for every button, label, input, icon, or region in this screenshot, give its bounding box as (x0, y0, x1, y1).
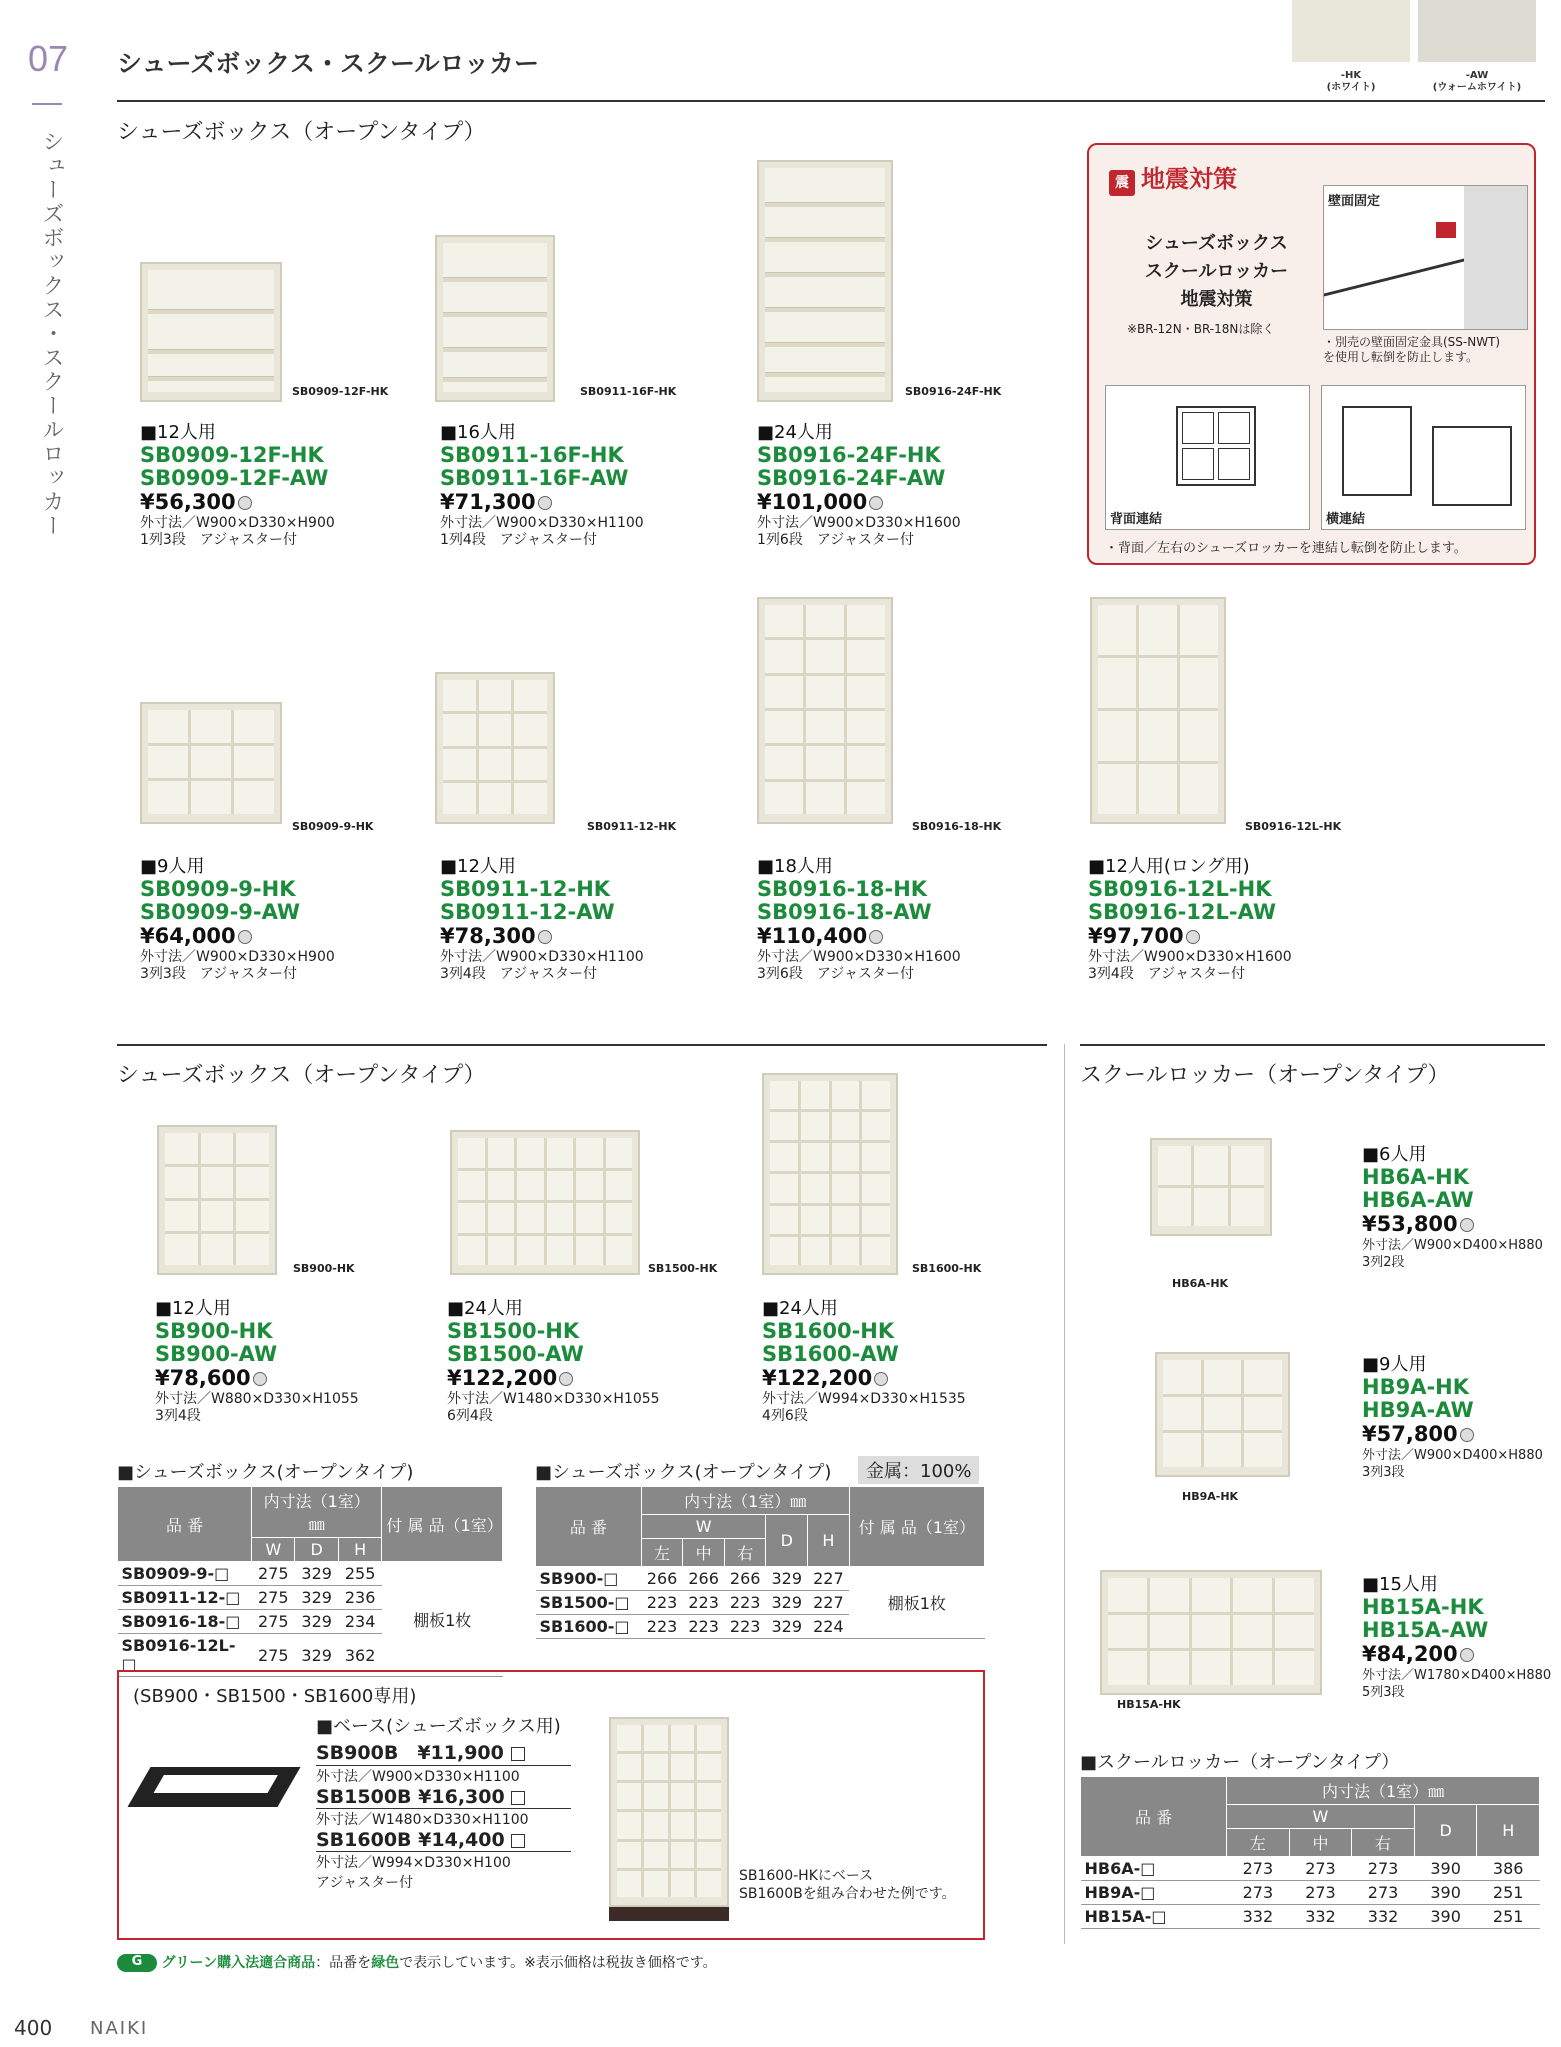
earthquake-note: ※BR-12N・BR-18Nは除く (1127, 322, 1275, 336)
product-block (762, 1294, 966, 1425)
wall-fix-diagram: 壁面固定 (1323, 185, 1528, 330)
model-hk: SB0909-12F-HK (140, 443, 324, 467)
image-label: SB0911-16F-HK (580, 385, 677, 398)
product-image (157, 1125, 277, 1275)
base-adjuster: アジャスター付 (316, 1875, 414, 1891)
capacity: ■9人用 (1362, 1354, 1427, 1375)
earthquake-title: 震 地震対策 (1109, 159, 1237, 196)
dimensions: 外寸法／W900×D400×H880 (1362, 1448, 1543, 1463)
swatch-aw (1418, 0, 1536, 62)
configuration: 3列2段 (1362, 1255, 1405, 1270)
price-mark-icon (538, 930, 552, 944)
inner-dimension-table-3 (1080, 1776, 1540, 1929)
price: ¥84,200 (1362, 1642, 1458, 1666)
table-row: SB0909-9-□ 275 329 255 棚板1枚 (118, 1562, 503, 1586)
wall-fix-note: ・別売の壁面固定金具(SS-NWT) を使用し転倒を防止します。 (1323, 335, 1501, 364)
model-aw: SB900-AW (155, 1342, 278, 1366)
capacity: ■9人用 (140, 856, 205, 877)
configuration: 3列6段 アジャスター付 (757, 966, 914, 982)
col-h: H (808, 1515, 850, 1567)
product-image (757, 597, 893, 824)
model-aw: SB0916-18-AW (757, 900, 932, 924)
col-left: 左 (1227, 1829, 1290, 1857)
column-divider (1064, 1044, 1065, 1944)
model-aw: SB0911-12-AW (440, 900, 615, 924)
table-title: ■シューズボックス(オープンタイプ) (117, 1462, 414, 1483)
page-title: シューズボックス・スクールロッカー (117, 49, 540, 78)
product-image (140, 262, 282, 402)
image-label: HB15A-HK (1117, 1698, 1181, 1711)
product-image (1090, 597, 1226, 824)
page-number: 400 (14, 2016, 53, 2040)
col-right: 右 (724, 1539, 766, 1567)
locker-block (1362, 1140, 1543, 1271)
accessory-cell: 棚板1枚 (382, 1562, 503, 1677)
table-row: SB1600-□ 223 223 223 329 224 (536, 1615, 985, 1639)
model-aw: SB0911-16F-AW (440, 466, 629, 490)
product-block (140, 418, 335, 549)
table-row: HB9A-□ 273 273 273 390 251 (1081, 1881, 1540, 1905)
price: ¥101,000 (757, 490, 868, 514)
image-label: SB0909-12F-HK (292, 385, 389, 398)
dimensions: 外寸法／W900×D330×H1100 (440, 949, 644, 965)
dimensions: 外寸法／W900×D400×H880 (1362, 1238, 1543, 1253)
section-rule (117, 1044, 1047, 1046)
price: ¥57,800 (1362, 1422, 1458, 1446)
base-dim: 外寸法／W994×D330×H100 (316, 1855, 511, 1871)
base-dim: 外寸法／W900×D330×H1100 (316, 1769, 520, 1785)
product-block (447, 1294, 660, 1425)
vertical-title: シューズボックス・スクールロッカー (39, 130, 64, 538)
model-aw: HB6A-AW (1362, 1188, 1474, 1212)
side-connect-diagram: 横連結 (1321, 385, 1526, 530)
capacity: ■24人用 (762, 1298, 838, 1319)
product-image (762, 1073, 898, 1275)
dimensions: 外寸法／W880×D330×H1055 (155, 1391, 359, 1407)
title-rule (117, 100, 1545, 102)
price: ¥71,300 (440, 490, 536, 514)
product-block (140, 852, 335, 983)
table-row: SB1500-□ 223 223 223 329 227 (536, 1591, 985, 1615)
swatch-hk (1292, 0, 1410, 62)
price-mark-icon (538, 496, 552, 510)
col-name: 品 番 (118, 1487, 252, 1562)
base-image (127, 1767, 300, 1807)
product-image (450, 1130, 640, 1275)
capacity: ■15人用 (1362, 1574, 1438, 1595)
product-block (440, 852, 644, 983)
product-block (155, 1294, 359, 1425)
configuration: 3列4段 (155, 1408, 201, 1424)
model-hk: SB900-HK (155, 1319, 273, 1343)
image-label: SB0916-12L-HK (1245, 820, 1342, 833)
locker-block (1362, 1350, 1543, 1481)
capacity: ■12人用 (440, 856, 516, 877)
capacity: ■16人用 (440, 422, 516, 443)
table-row: HB6A-□ 273 273 273 390 386 (1081, 1857, 1540, 1881)
dimensions: 外寸法／W900×D330×H1600 (757, 515, 961, 531)
price: ¥78,300 (440, 924, 536, 948)
col-name: 品 番 (1081, 1777, 1227, 1857)
model-hk: SB0911-12-HK (440, 877, 611, 901)
image-label: SB0916-24F-HK (905, 385, 1002, 398)
model-hk: HB15A-HK (1362, 1595, 1484, 1619)
image-label: SB1500-HK (648, 1262, 718, 1275)
base-options-box (117, 1670, 985, 1940)
price-mark-icon (559, 1372, 573, 1386)
example-image (609, 1717, 729, 1907)
inner-dimension-table-2 (535, 1486, 985, 1639)
section-shoebox-open-1: シューズボックス（オープンタイプ） (117, 120, 486, 145)
model-aw: SB1600-AW (762, 1342, 899, 1366)
price: ¥78,600 (155, 1366, 251, 1390)
configuration: 6列4段 (447, 1408, 493, 1424)
base-item: SB1600B ¥14,400 (316, 1829, 571, 1852)
table-title: ■スクールロッカー（オープンタイプ） (1080, 1752, 1400, 1773)
model-hk: SB0909-9-HK (140, 877, 296, 901)
price: ¥97,700 (1088, 924, 1184, 948)
model-aw: SB0916-24F-AW (757, 466, 946, 490)
configuration: 3列4段 アジャスター付 (1088, 966, 1245, 982)
price: ¥122,200 (447, 1366, 558, 1390)
dimensions: 外寸法／W900×D330×H1600 (757, 949, 961, 965)
capacity: ■12人用 (155, 1298, 231, 1319)
dimensions: 外寸法／W1780×D400×H880 (1362, 1668, 1552, 1683)
table-row: SB0916-18-□ 275 329 234 (118, 1610, 503, 1634)
capacity: ■24人用 (757, 422, 833, 443)
price-mark-icon (869, 930, 883, 944)
configuration: 3列3段 (1362, 1465, 1405, 1480)
col-w: W (1227, 1805, 1415, 1829)
col-inner: 内寸法（1室）㎜ (1227, 1777, 1540, 1805)
section-shoebox-open-2: シューズボックス（オープンタイプ） (117, 1063, 486, 1088)
configuration: 5列3段 (1362, 1685, 1405, 1700)
earthquake-heading: シューズボックス スクールロッカー 地震対策 (1144, 233, 1289, 310)
table-row: SB0911-12-□ 275 329 236 (118, 1586, 503, 1610)
product-image (140, 702, 282, 824)
chapter-number: 07 (28, 38, 69, 79)
table-title: ■シューズボックス(オープンタイプ) (535, 1462, 832, 1483)
product-image (1155, 1352, 1290, 1477)
table-row: HB15A-□ 332 332 332 390 251 (1081, 1905, 1540, 1929)
dimensions: 外寸法／W1480×D330×H1055 (447, 1391, 660, 1407)
chapter-divider (32, 103, 62, 105)
section-rule (1080, 1044, 1545, 1046)
configuration: 4列6段 (762, 1408, 808, 1424)
price: ¥53,800 (1362, 1212, 1458, 1236)
model-hk: SB1500-HK (447, 1319, 580, 1343)
tax-mark-icon (511, 1834, 525, 1848)
col-d: D (1414, 1805, 1477, 1857)
image-label: SB0909-9-HK (292, 820, 374, 833)
example-base (609, 1907, 729, 1921)
base-title: (SB900・SB1500・SB1600専用) (133, 1686, 417, 1707)
price-mark-icon (253, 1372, 267, 1386)
configuration: 1列6段 アジャスター付 (757, 532, 914, 548)
col-d: D (766, 1515, 808, 1567)
col-center: 中 (683, 1539, 725, 1567)
col-accessory: 付 属 品（1室） (382, 1487, 503, 1562)
configuration: 1列3段 アジャスター付 (140, 532, 297, 548)
col-h: H (1477, 1805, 1540, 1857)
col-h: H (338, 1538, 381, 1562)
image-label: SB1600-HK (912, 1262, 982, 1275)
dimensions: 外寸法／W994×D330×H1535 (762, 1391, 966, 1407)
image-label: HB6A-HK (1172, 1277, 1229, 1290)
model-hk: SB0911-16F-HK (440, 443, 624, 467)
price-mark-icon (874, 1372, 888, 1386)
dimensions: 外寸法／W900×D330×H900 (140, 949, 335, 965)
col-inner: 内寸法（1室）㎜ (641, 1487, 849, 1515)
earthquake-panel (1087, 143, 1536, 565)
model-aw: SB0909-12F-AW (140, 466, 329, 490)
table-row: SB900-□ 266 266 266 329 227 棚板1枚 (536, 1567, 985, 1591)
tax-mark-icon (511, 1747, 525, 1761)
col-name: 品 番 (536, 1487, 642, 1567)
connect-note: ・背面／左右のシューズロッカーを連結し転倒を防止します。 (1105, 541, 1467, 556)
back-connect-diagram: 背面連結 (1105, 385, 1310, 530)
configuration: 1列4段 アジャスター付 (440, 532, 597, 548)
base-list (316, 1712, 571, 1892)
price-mark-icon (1460, 1428, 1474, 1442)
capacity: ■12人用 (140, 422, 216, 443)
accessory-cell: 棚板1枚 (849, 1567, 984, 1639)
product-image (757, 160, 893, 402)
inner-dimension-table-1 (117, 1486, 503, 1677)
price-mark-icon (238, 930, 252, 944)
locker-block (1362, 1570, 1551, 1701)
model-hk: SB1600-HK (762, 1319, 895, 1343)
model-aw: SB1500-AW (447, 1342, 584, 1366)
col-center: 中 (1289, 1829, 1352, 1857)
model-aw: SB0909-9-AW (140, 900, 301, 924)
table-row: SB0916-12L-□ 275 329 362 (118, 1634, 503, 1677)
col-right: 右 (1352, 1829, 1415, 1857)
col-w: W (252, 1538, 295, 1562)
capacity: ■6人用 (1362, 1144, 1427, 1165)
capacity: ■24人用 (447, 1298, 523, 1319)
configuration: 3列4段 アジャスター付 (440, 966, 597, 982)
product-image (435, 235, 555, 402)
product-image (1150, 1138, 1272, 1236)
model-aw: SB0916-12L-AW (1088, 900, 1277, 924)
price: ¥64,000 (140, 924, 236, 948)
product-block (440, 418, 644, 549)
product-block (1088, 852, 1292, 983)
image-label: SB0916-18-HK (912, 820, 1002, 833)
green-purchase-icon: G (117, 1954, 157, 1972)
col-w: W (641, 1515, 766, 1539)
product-image (1100, 1570, 1322, 1695)
price-mark-icon (1460, 1218, 1474, 1232)
dimensions: 外寸法／W900×D330×H1600 (1088, 949, 1292, 965)
capacity: ■18人用 (757, 856, 833, 877)
col-accessory: 付 属 品（1室） (849, 1487, 984, 1567)
configuration: 3列3段 アジャスター付 (140, 966, 297, 982)
image-label: HB9A-HK (1182, 1490, 1239, 1503)
image-label: SB900-HK (293, 1262, 355, 1275)
col-left: 左 (641, 1539, 683, 1567)
earthquake-icon: 震 (1109, 170, 1135, 196)
base-caption: ■ベース(シューズボックス用) (316, 1716, 561, 1737)
col-inner: 内寸法（1室）㎜ (252, 1487, 382, 1538)
product-block (757, 418, 961, 549)
price-mark-icon (1460, 1648, 1474, 1662)
dimensions: 外寸法／W900×D330×H1100 (440, 515, 644, 531)
price: ¥110,400 (757, 924, 868, 948)
price: ¥122,200 (762, 1366, 873, 1390)
example-caption: SB1600-HKにベース SB1600Bを組み合わせた例です。 (739, 1868, 956, 1902)
image-label: SB0911-12-HK (587, 820, 677, 833)
swatch-hk-label: -HK (ホワイト) (1326, 70, 1376, 93)
model-hk: SB0916-24F-HK (757, 443, 941, 467)
model-aw: HB15A-AW (1362, 1618, 1489, 1642)
tax-mark-icon (511, 1791, 525, 1805)
base-dim: 外寸法／W1480×D330×H1100 (316, 1812, 529, 1828)
base-item: SB900B ¥11,900 (316, 1738, 571, 1766)
model-aw: HB9A-AW (1362, 1398, 1474, 1422)
col-d: D (295, 1538, 338, 1562)
price-mark-icon (1186, 930, 1200, 944)
price-mark-icon (869, 496, 883, 510)
model-hk: HB6A-HK (1362, 1165, 1470, 1189)
base-item: SB1500B ¥16,300 (316, 1786, 571, 1809)
model-hk: SB0916-18-HK (757, 877, 928, 901)
price: ¥56,300 (140, 490, 236, 514)
section-school-locker: スクールロッカー（オープンタイプ） (1080, 1063, 1450, 1088)
swatch-aw-label: -AW (ウォームホワイト) (1432, 70, 1522, 93)
green-note: G グリーン購入法適合商品：品番を緑色で表示しています。※表示価格は税抜き価格です。 (117, 1952, 717, 1972)
dimensions: 外寸法／W900×D330×H900 (140, 515, 335, 531)
metal-badge: 金属：100% (858, 1456, 979, 1484)
product-image (435, 672, 555, 824)
model-hk: SB0916-12L-HK (1088, 877, 1272, 901)
brand: NAIKI (90, 2018, 149, 2039)
product-block (757, 852, 961, 983)
model-hk: HB9A-HK (1362, 1375, 1470, 1399)
capacity: ■12人用(ロング用) (1088, 856, 1250, 877)
price-mark-icon (238, 496, 252, 510)
